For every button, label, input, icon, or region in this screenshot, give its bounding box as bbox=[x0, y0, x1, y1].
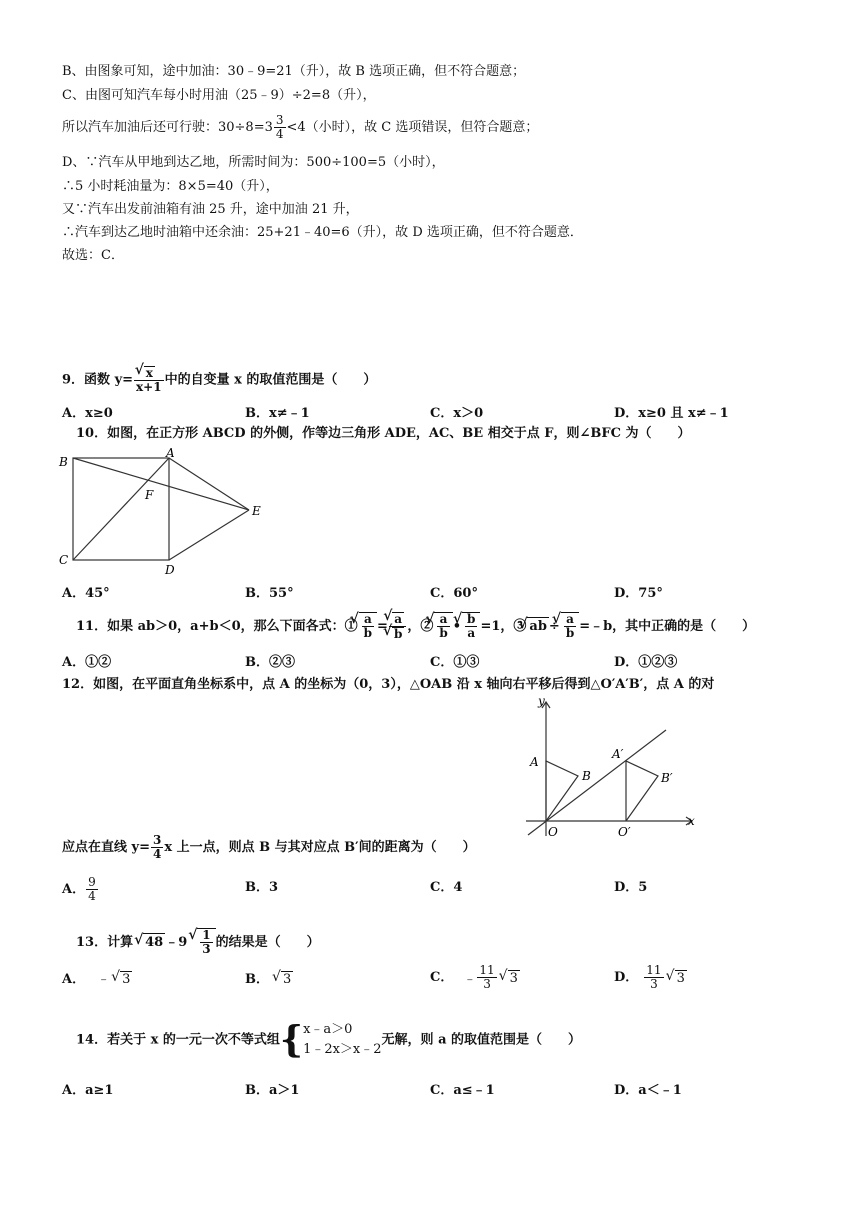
label-c: C bbox=[59, 553, 69, 567]
solution-line-b: B、由图象可知，途中加油：30﹣9=21（升），故 B 选项正确，但不符合题意； bbox=[62, 64, 526, 79]
q12-option-a bbox=[62, 876, 99, 903]
q11-e3-den: b bbox=[565, 626, 575, 640]
c2-post: <4（小时），故 C 选项错误，但符合题意； bbox=[286, 120, 539, 135]
q11-expr2-right bbox=[462, 612, 480, 640]
q12-pre: 应点在直线 y= bbox=[62, 840, 150, 855]
q11-sep2: ，② bbox=[407, 619, 434, 634]
solution-answer: 故选：C． bbox=[62, 248, 124, 263]
q13-sqrt-third bbox=[197, 928, 215, 956]
q9-option-d: D．x≥0 且 x≠﹣1 bbox=[614, 406, 729, 421]
q12-a-den: 4 bbox=[88, 889, 96, 903]
q13-post: 的结果是（ ） bbox=[215, 935, 320, 950]
q11-expr1-rhs bbox=[389, 612, 406, 641]
q11-e1-den: b bbox=[363, 626, 373, 640]
q14-stem bbox=[76, 1020, 581, 1061]
q14-brace: { bbox=[279, 1019, 304, 1061]
q11-option-d: D．①②③ bbox=[614, 655, 678, 670]
q11-option-c: C．①③ bbox=[430, 655, 480, 670]
q10-option-c: C．60° bbox=[430, 586, 478, 601]
q13-c-sign: ﹣ bbox=[463, 972, 477, 987]
label-o: O bbox=[548, 825, 558, 839]
q9-option-b: B．x≠﹣1 bbox=[245, 406, 310, 421]
label-b: B bbox=[582, 769, 591, 783]
q11-e2r-num: √ b bbox=[467, 612, 476, 626]
q11-expr3-right bbox=[561, 612, 579, 640]
label-a: A bbox=[530, 755, 539, 769]
q9-post: 中的自变量 x 的取值范围是（ ） bbox=[164, 372, 377, 388]
line-y-3-4x bbox=[528, 730, 666, 835]
q14-option-a: A．a≥1 bbox=[62, 1083, 114, 1098]
q11-sqrt-ab: √ ab bbox=[527, 617, 549, 636]
q13-c-label: C． bbox=[430, 970, 454, 985]
q11-rhs-den: √ b bbox=[392, 627, 404, 641]
q12-num: 3 bbox=[152, 833, 162, 847]
label-e: E bbox=[252, 504, 261, 518]
q9-option-c: C．x＞0 bbox=[430, 406, 484, 421]
q13-d-label: D． bbox=[614, 970, 639, 985]
q11-e1-num: √ a bbox=[362, 613, 374, 627]
q13-option-d bbox=[614, 964, 687, 991]
q12-option-d: D．5 bbox=[614, 880, 648, 895]
label-b-prime: B′ bbox=[661, 771, 673, 785]
q13-mid: ﹣9 bbox=[165, 935, 188, 950]
solution-line-c2 bbox=[62, 114, 538, 141]
q13-option-a bbox=[62, 968, 132, 987]
q11-eq: = bbox=[377, 619, 388, 634]
label-d: D bbox=[165, 563, 175, 577]
c2-denominator: 4 bbox=[275, 127, 284, 141]
q13-option-b bbox=[245, 968, 293, 987]
q12-option-b: B．3 bbox=[245, 880, 279, 895]
label-o-prime: O′ bbox=[618, 825, 631, 839]
q13-b-label: B． bbox=[245, 972, 269, 987]
label-a-prime: A′ bbox=[612, 747, 624, 761]
solution-line-d1: D、∵汽车从甲地到达乙地，所需时间为：500÷100=5（小时）， bbox=[62, 155, 445, 170]
q13-c-den: 3 bbox=[483, 977, 491, 991]
q10-stem: 10．如图，在正方形 ABCD 的外侧，作等边三角形 ADE，AC、BE 相交于点 F，则∠BFC 为（ ） bbox=[76, 426, 691, 441]
q12-option-c: C．4 bbox=[430, 880, 463, 895]
q9-sqrt-x: √ x bbox=[144, 366, 155, 380]
q9-pre: 9．函数 y= bbox=[62, 372, 134, 388]
solution-line-d3: 又∵汽车出发前油箱有油 25 升，途中加油 21 升， bbox=[62, 202, 359, 217]
q12-a-frac bbox=[86, 876, 98, 903]
q13-r2-den: 3 bbox=[202, 942, 211, 956]
q13-d-den: 3 bbox=[650, 977, 658, 991]
label-y: y bbox=[538, 696, 545, 708]
segment-ac bbox=[73, 458, 169, 560]
c2-numerator: 3 bbox=[275, 113, 284, 127]
label-x: x bbox=[688, 814, 695, 828]
q13-option-c bbox=[430, 964, 520, 991]
q13-d-sqrt3: √ 3 bbox=[675, 970, 687, 986]
q14-option-b: B．a＞1 bbox=[245, 1083, 300, 1098]
q12-a-num: 9 bbox=[88, 875, 96, 889]
q12-den: 4 bbox=[152, 847, 162, 861]
q13-c-num: 11 bbox=[479, 963, 495, 977]
q14-option-d: D．a＜﹣1 bbox=[614, 1083, 682, 1098]
q14-pre: 14．若关于 x 的一元一次不等式组 bbox=[76, 1032, 280, 1048]
q11-eq1: =1，③ bbox=[480, 619, 527, 634]
q12-figure bbox=[520, 696, 700, 846]
q11-e3-num: √ a bbox=[564, 613, 576, 627]
q11-pre: 11．如果 ab＞0，a+b＜0，那么下面各式：① bbox=[76, 619, 358, 634]
triangle-o2a2b2 bbox=[626, 761, 658, 821]
q14-option-c: C．a≤﹣1 bbox=[430, 1083, 495, 1098]
q14-ineq2: 1﹣2x＞x﹣2 bbox=[303, 1042, 382, 1057]
q9-denominator: x+1 bbox=[136, 380, 162, 394]
q12-stem-line1: 12．如图，在平面直角坐标系中，点 A 的坐标为（0，3），△OAB 沿 x 轴向右平移后得到△O′A′B′，点 A 的对 bbox=[62, 677, 715, 692]
c2-fraction bbox=[274, 114, 286, 141]
q12-stem-line2 bbox=[62, 834, 476, 861]
q10-option-a: A．45° bbox=[62, 586, 110, 601]
q11-expr2-left bbox=[434, 612, 452, 640]
label-f: F bbox=[145, 488, 154, 502]
q14-system bbox=[303, 1020, 381, 1060]
q13-a-label: A． bbox=[62, 972, 86, 987]
q11-div: ÷ bbox=[548, 619, 560, 634]
solution-line-d2: ∴5 小时耗油量为：8×5=40（升）， bbox=[62, 179, 279, 194]
q11-dot: • bbox=[452, 619, 462, 634]
q11-option-a: A．①② bbox=[62, 655, 112, 670]
triangle-oab bbox=[546, 761, 578, 821]
label-a: A bbox=[166, 448, 175, 460]
q11-e2-den: b bbox=[439, 626, 448, 640]
q14-ineq1: x﹣a＞0 bbox=[303, 1022, 353, 1037]
q14-post: 无解，则 a 的取值范围是（ ） bbox=[381, 1032, 582, 1048]
q13-d-frac bbox=[644, 964, 663, 991]
segment-ae bbox=[169, 458, 249, 510]
q11-option-b: B．②③ bbox=[245, 655, 295, 670]
solution-line-d4: ∴汽车到达乙地时油箱中还余油：25+21﹣40=6（升），故 D 选项正确，但不符合题意． bbox=[62, 225, 583, 240]
q11-e2r-den: a bbox=[467, 626, 476, 640]
q10-figure bbox=[55, 448, 275, 578]
q13-c-sqrt3: √ 3 bbox=[508, 970, 520, 986]
q13-c-frac bbox=[477, 964, 496, 991]
c2-pre: 所以汽车加油后还可行驶：30÷8=3 bbox=[62, 120, 273, 135]
q11-rhs-num: √ a bbox=[392, 612, 404, 626]
q9-numerator bbox=[134, 366, 164, 381]
q11-e2-num: √ a bbox=[437, 613, 449, 627]
q13-a-sign: ﹣ bbox=[97, 972, 111, 987]
q12-fraction bbox=[151, 834, 163, 861]
q13-sqrt-48: √ 48 bbox=[143, 933, 165, 952]
label-b: B bbox=[59, 455, 68, 469]
q12-a-pre: A． bbox=[62, 882, 86, 897]
q11-stem bbox=[76, 612, 755, 641]
q9-option-a: A．x≥0 bbox=[62, 406, 113, 421]
q13-a-sqrt3: √ 3 bbox=[120, 971, 132, 987]
q9-fraction bbox=[134, 366, 164, 394]
solution-line-c1: C、由图可知汽车每小时用油（25﹣9）÷2=8（升）， bbox=[62, 88, 376, 103]
q10-option-d: D．75° bbox=[614, 586, 663, 601]
q9-stem bbox=[62, 366, 376, 394]
q11-expr1-sqrt bbox=[359, 612, 377, 640]
q11-end: =﹣b，其中正确的是（ ） bbox=[579, 619, 756, 634]
q10-option-b: B．55° bbox=[245, 586, 294, 601]
q13-pre: 13．计算 bbox=[76, 935, 134, 950]
segment-de bbox=[169, 510, 249, 560]
q13-stem bbox=[76, 928, 320, 956]
q13-b-sqrt3: √ 3 bbox=[281, 971, 293, 987]
q12-post: x 上一点，则点 B 与其对应点 B′间的距离为（ ） bbox=[164, 840, 476, 855]
q13-d-num: 11 bbox=[646, 963, 662, 977]
q13-r2-num: √ 1 bbox=[202, 928, 211, 942]
